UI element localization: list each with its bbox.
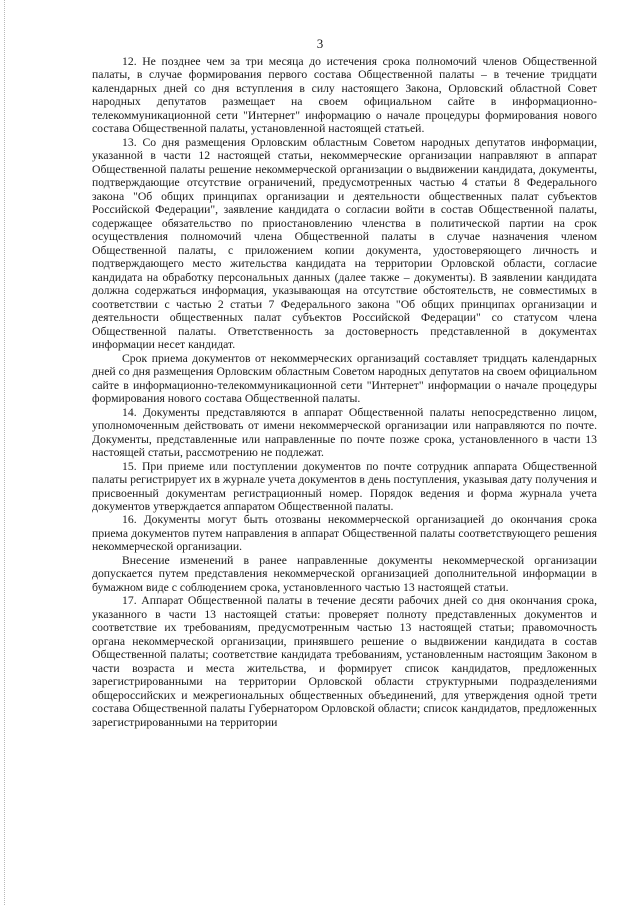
paragraph-13: 13. Со дня размещения Орловским областным Советом народных депутатов информации, указанной в части 12 настоящей статьи, некоммерческие организации направляют в аппарат Общественной палаты решение некоммерческой организации о выдвижении кандидата, документы, подтверждающие отсутствие ограничений, предусмотренных частью 4 статьи 8 Федерального закона "Об общих принципах организации и деятельности общественных палат субъектов Российской Федерации", заявление кандидата о согласии войти в состав Общественной палаты, содержащее обязательство по приостановлению членства в политической партии на срок осуществления полномочий члена Общественной палаты в случае назначения членом Общественной палаты, с приложением копии документа, удостоверяющего личность и подтверждающего место жительства кандидата на территории Орловской области, согласие кандидата на обработку персональных данных (далее также – документы). В заявлении кандидата должна содержаться информация, указывающая на отсутствие обстоятельств, не совместимых в соответствии с частью 2 статьи 7 Федерального закона "Об общих принципах организации и деятельности общественных палат субъектов Российской Федерации" со статусом члена Общественной палаты. Ответственность за достоверность представленной в документах информации несет кандидат. [92,135,597,352]
paragraph-16-amendments: Внесение изменений в ранее направленные документы некоммерческой организации допускается путем представления некоммерческой организацией дополнительной информации в бумажном виде с соблюдением срока, установленного частью 13 настоящей статьи. [92,553,597,594]
scan-edge-line [4,0,6,905]
document-body [92,55,597,729]
paragraph-17: 17. Аппарат Общественной палаты в течение десяти рабочих дней со дня окончания срока, указанного в части 13 настоящей статьи: проверяет полноту представленных документов и соответствие их требованиям, предусмотренным частью 13 настоящей статьи; правомочность органа некоммерческой организации, принявшего решение о выдвижении кандидата в состав Общественной палаты; соответствие кандидата требованиям, установленным настоящим Законом в части возраста и места жительства, и формирует список кандидатов, предложенных зарегистрированными на территории Орловской области структурными подразделениями общероссийских и межрегиональных общественных объединений, для утверждения одной трети состава Общественной палаты Губернатором Орловской области; список кандидатов, предложенных зарегистрированными на территории [92,594,597,729]
paragraph-13-deadline: Срок приема документов от некоммерческих организаций составляет тридцать календарных дней со дня размещения Орловским областным Советом народных депутатов на своем официальном сайте в информационно-телекоммуникационной сети "Интернет" информации о начале процедуры формирования нового состава Общественной палаты. [92,351,597,406]
paragraph-14: 14. Документы представляются в аппарат Общественной палаты непосредственно лицом, уполномоченным действовать от имени некоммерческой организации или направляются по почте. Документы, представленные или направленные по почте позже срока, установленного в части 13 настоящей статьи, рассмотрению не подлежат. [92,405,597,460]
page-number: 3 [316,36,324,51]
paragraph-15: 15. При приеме или поступлении документов по почте сотрудник аппарата Общественной палаты регистрирует их в журнале учета документов в день поступления, указывая дату получения и присвоенный документам регистрационный номер. Порядок ведения и форма журнала учета документов утверждается аппаратом Общественной палаты. [92,459,598,513]
paragraph-16: 16. Документы могут быть отозваны некоммерческой организацией до окончания срока приема документов путем направления в аппарат Общественной палаты соответствующего решения некоммерческой организации. [92,513,597,554]
paragraph-12: 12. Не позднее чем за три месяца до истечения срока полномочий членов Общественной палаты, в случае формирования первого состава Общественной палаты – в течение тридцати календарных дней со дня вступления в силу настоящего Закона, Орловский областной Совет народных депутатов размещает на своем официальном сайте в информационно-телекоммуникационной сети "Интернет" информацию о начале процедуры формирования нового состава Общественной палаты, установленной настоящей статьей. [92,55,597,136]
